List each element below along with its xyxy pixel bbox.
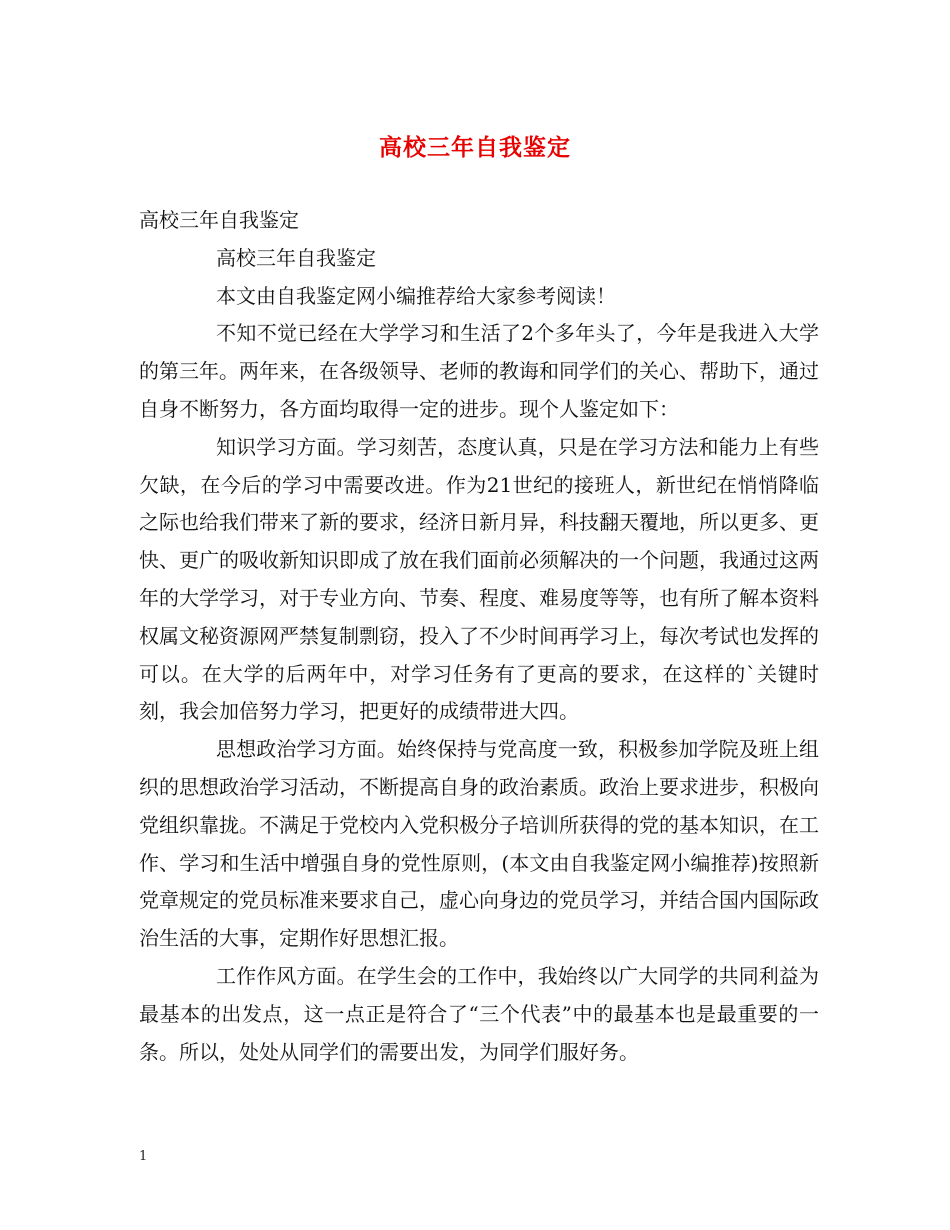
page-number: 1 bbox=[139, 1149, 148, 1164]
document-title: 高校三年自我鉴定 bbox=[379, 134, 571, 161]
paragraph-introduction: 不知不觉已经在大学学习和生活了2个多年头了，今年是我进入大学的第三年。两年来，在各级领导、老师的教诲和同学们的关心、帮助下，通过自身不断努力，各方面均取得一定的进步。现个人鉴定如下： bbox=[139, 321, 819, 421]
paragraph-work-style: 工作作风方面。在学生会的工作中，我始终以广大同学的共同利益为最基本的出发点，这一点正是符合了“三个代表”中的最基本也是最重要的一条。所以，处处从同学们的需要出发，为同学们服好务。 bbox=[139, 963, 819, 1064]
paragraph-subtitle: 高校三年自我鉴定 bbox=[216, 245, 376, 270]
paragraph-heading-repeat: 高校三年自我鉴定 bbox=[139, 208, 299, 232]
paragraph-recommendation: 本文由自我鉴定网小编推荐给大家参考阅读！ bbox=[216, 283, 616, 308]
document-body bbox=[139, 202, 819, 1071]
paragraph-political-study: 思想政治学习方面。始终保持与党高度一致，积极参加学院及班上组织的思想政治学习活动，不断提高自身的政治素质。政治上要求进步，积极向党组织靠拢。不满足于党校内入党积极分子培训所获得的党的基本知识，在工作、学习和生活中增强自身的党性原则，(本文由自我鉴定网小编推荐)按照新党章规定的党员标准来要求自己，虚心向身边的党员学习，并结合国内国际政治生活的大事，定期作好思想汇报。 bbox=[139, 737, 819, 951]
paragraph-knowledge-study: 知识学习方面。学习刻苦，态度认真，只是在学习方法和能力上有些欠缺，在今后的学习中需要改进。作为21世纪的接班人，新世纪在悄悄降临之际也给我们带来了新的要求，经济日新月异，科技翻天覆地，所以更多、更快、更广的吸收新知识即成了放在我们面前必须解决的一个问题，我通过这两年的大学学习，对于专业方向、节奏、程度、难易度等等，也有所了解本资料权属文秘资源网严禁复制剽窃，投入了不少时间再学习上，每次考试也发挥的可以。在大学的后两年中，对学习任务有了更高的要求，在这样的`关键时刻，我会加倍努力学习，把更好的成绩带进大四。 bbox=[139, 434, 819, 724]
